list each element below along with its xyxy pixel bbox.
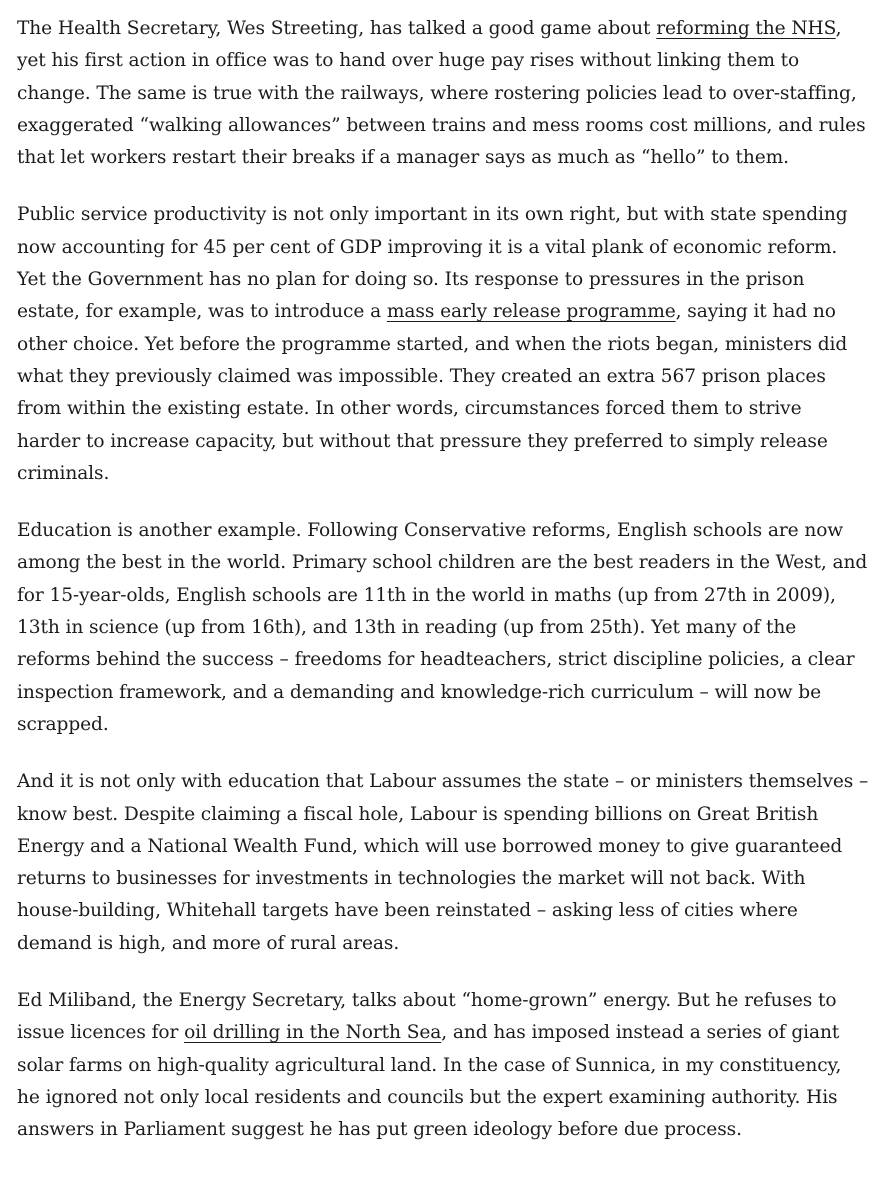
paragraph-text: Education is another example. Following Conservative reforms, English schools are now among the best in the world. Primary school children are the best readers in the West, and for 15-year-olds, English schools are 11th in the world in maths (up from 27th in 2009), 13th in science (up from 16th), and 13th in reading (up from 25th). Yet many of the reforms behind the success – freedoms for headteachers, strict discipline policies, a clear inspection framework, and a demanding and knowledge-rich curriculum – will now be scrapped. xyxy=(17,520,868,735)
paragraph-text: And it is not only with education that Labour assumes the state – or ministers themselves – know best. Despite claiming a fiscal hole, Labour is spending billions on Great British Energy and a National Wealth Fund, which will use borrowed money to give guaranteed returns to businesses for investments in technologies the market will not back. With house-building, Whitehall targets have been reinstated – asking less of cities where demand is high, and more of rural areas. xyxy=(17,771,869,954)
paragraph-text: The Health Secretary, Wes Streeting, has talked a good game about xyxy=(17,18,657,39)
paragraph-4 xyxy=(17,766,869,960)
paragraph-text: , and has imposed instead a series of giant solar farms on high-quality agricultural land. In the case of Sunnica, in my constituency, he ignored not only local residents and councils but the expert examining authority. His answers in Parliament suggest he has put green ideology before due process. xyxy=(17,1022,842,1141)
paragraph-text: Ed Miliband, the Energy Secretary, talks about “home-grown” energy. But he refuses to issue licences for xyxy=(17,990,837,1044)
link-reforming-the-nhs[interactable]: reforming the NHS xyxy=(656,18,836,39)
paragraph-5 xyxy=(17,985,869,1146)
paragraph-1 xyxy=(17,13,869,174)
paragraph-2 xyxy=(17,199,869,490)
article-body xyxy=(17,13,869,1147)
page-bottom-edge xyxy=(0,1192,887,1200)
link-oil-drilling-in-the-north-sea[interactable]: oil drilling in the North Sea xyxy=(184,1022,442,1044)
link-mass-early-release-programme[interactable]: mass early release programme xyxy=(386,301,676,323)
paragraph-text: , saying it had no other choice. Yet before the programme started, and when the riots began, ministers did what they previously claimed was impossible. They created an extra 567 prison places from within the existing estate. In other words, circumstances forced them to strive harder to increase capacity, but without that pressure they preferred to simply release criminals. xyxy=(17,301,848,484)
paragraph-text: , yet his first action in office was to hand over huge pay rises without linking them to change. The same is true with the railways, where rostering policies lead to over-staffing, exaggerated “walking allowances” between trains and mess rooms cost millions, and rules that let workers restart their breaks if a manager says as much as “hello” to them. xyxy=(17,18,866,169)
paragraph-3 xyxy=(17,515,869,741)
paragraph-text: Public service productivity is not only important in its own right, but with state spending now accounting for 45 per cent of GDP improving it is a vital plank of economic reform. Yet the Government has no plan for doing so. Its response to pressures in the prison estate, for example, was to introduce a xyxy=(17,204,848,323)
